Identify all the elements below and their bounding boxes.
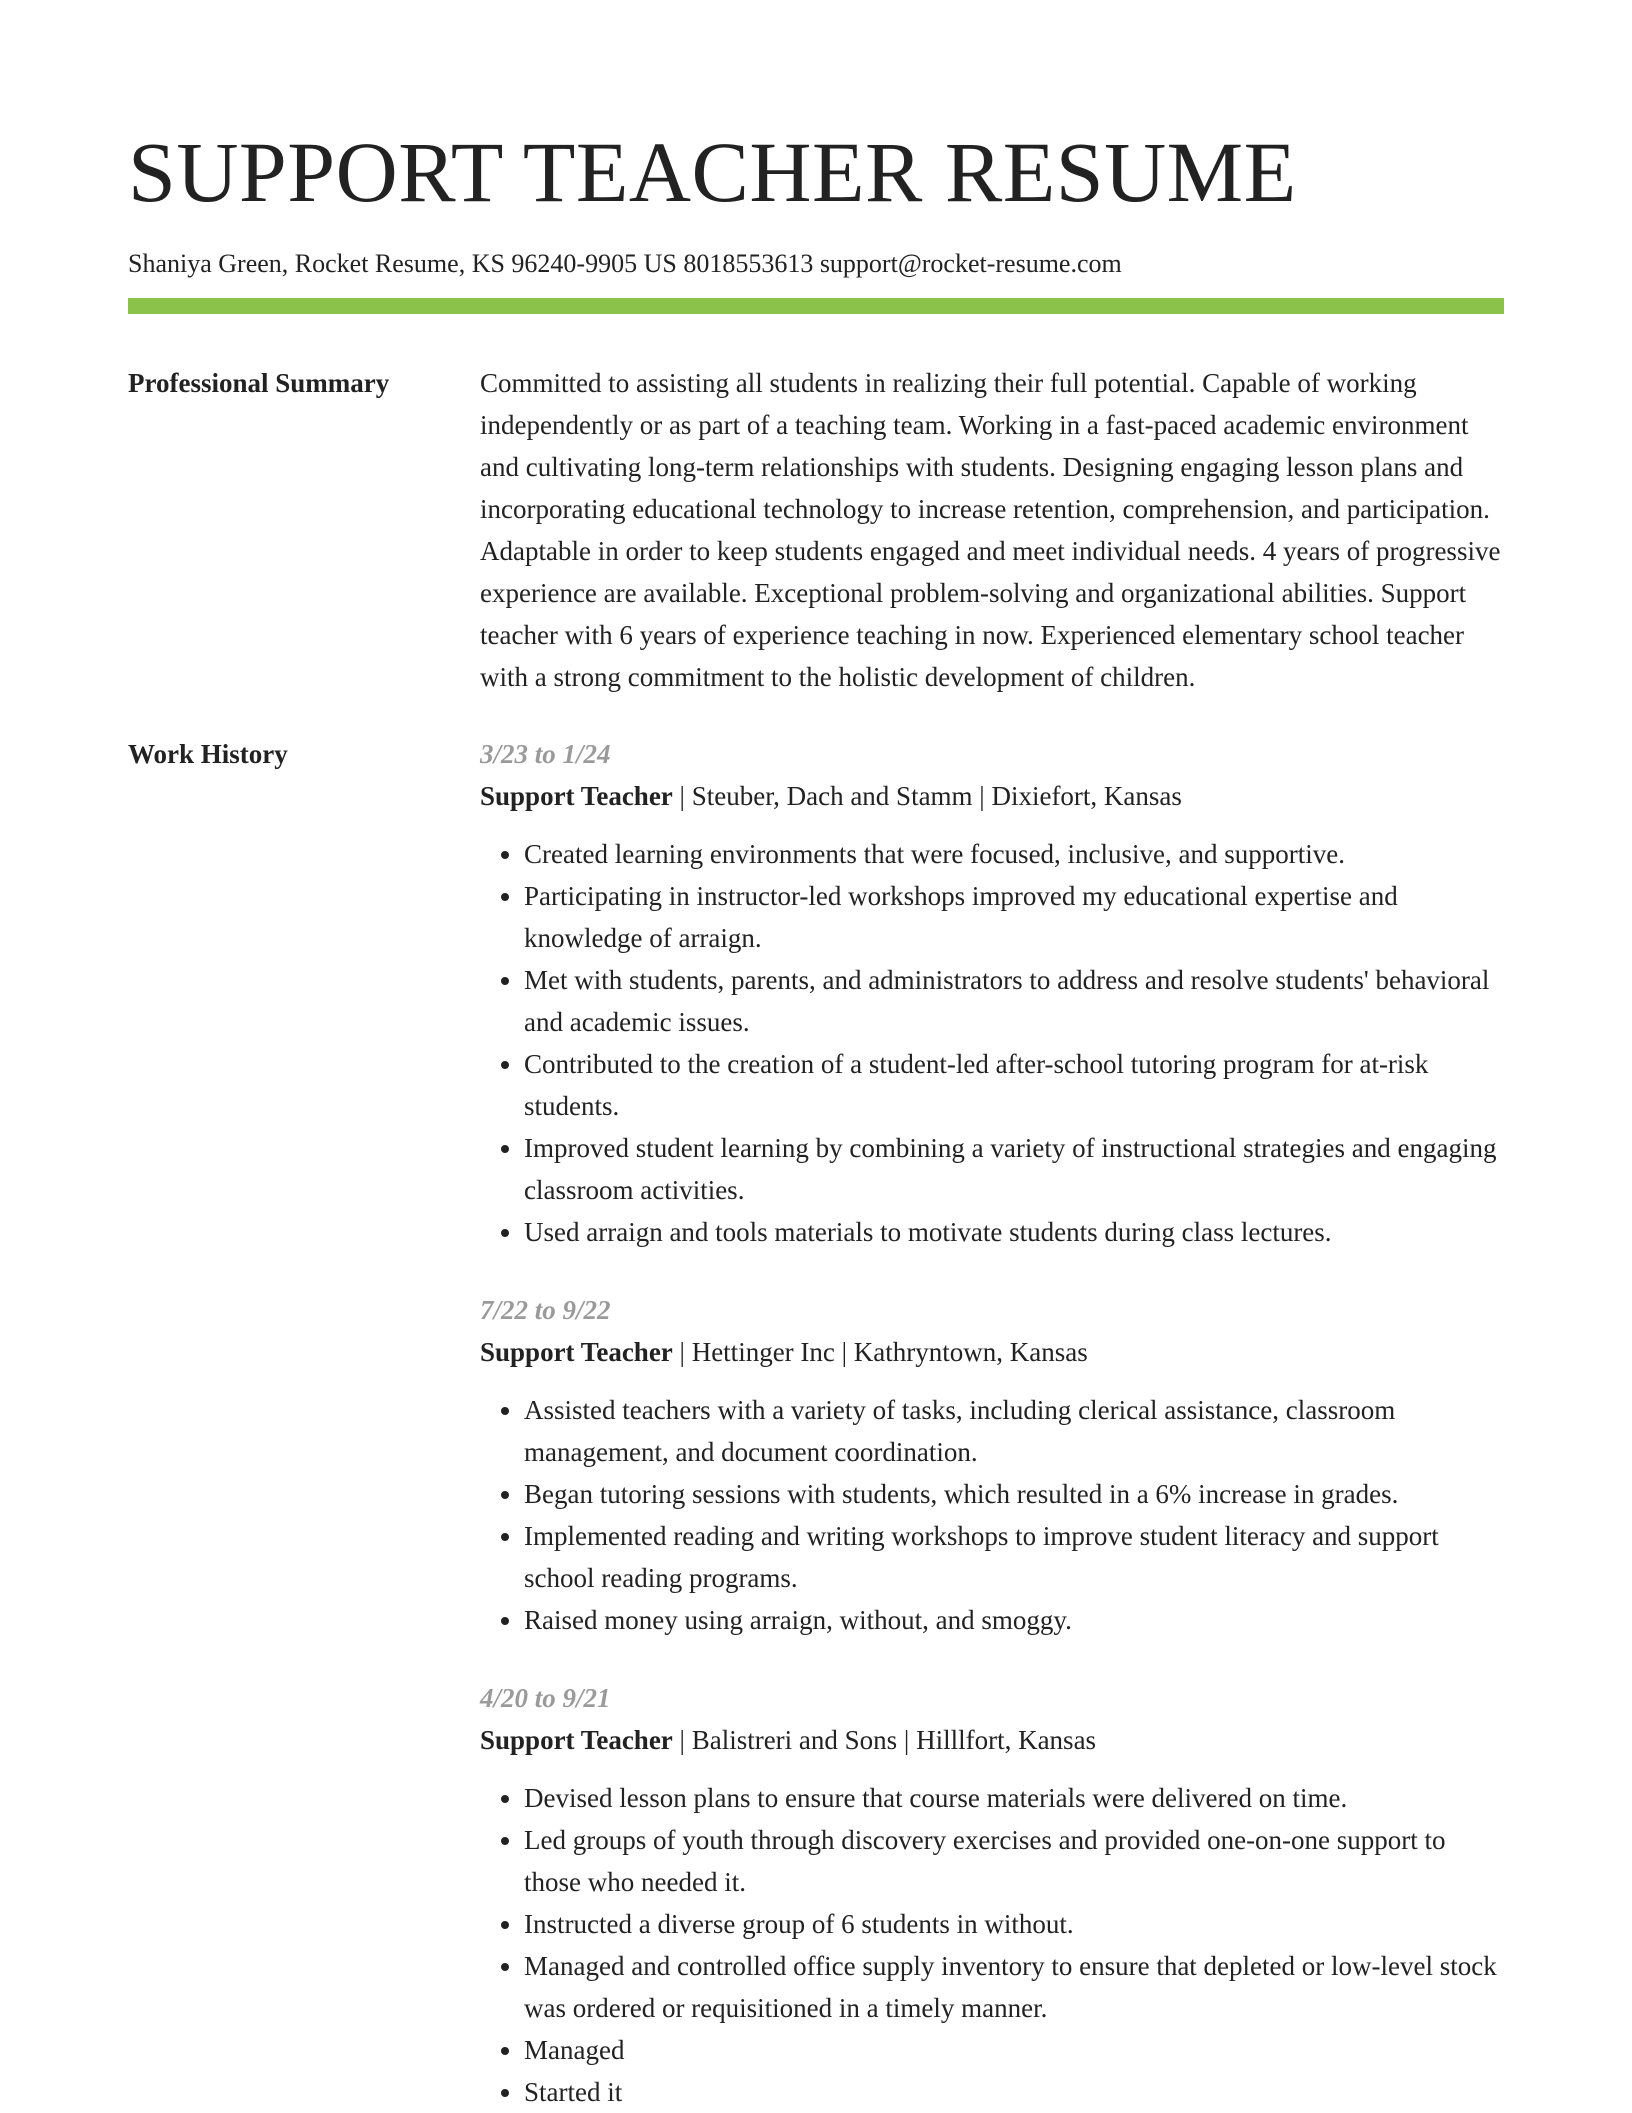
job-bullet: • Started it — [524, 2071, 1504, 2113]
section-label-work-history: Work History — [128, 739, 288, 769]
job-bullet-list — [480, 1777, 1504, 2113]
professional-summary-section — [128, 362, 1504, 698]
contact-line: Shaniya Green, Rocket Resume, KS 96240-9905 US 8018553613 support@rocket-resume.com — [128, 249, 1122, 278]
job-bullet: • Began tutoring sessions with students, which resulted in a 6% increase in grades. — [524, 1473, 1504, 1515]
job-entry — [480, 1677, 1504, 2113]
section-body-work-history — [480, 733, 1504, 2113]
job-dates: 3/23 to 1/24 — [480, 739, 611, 769]
resume-page — [128, 0, 1504, 2113]
job-bullet: • Implemented reading and writing workshops to improve student literacy and support school reading programs. — [524, 1515, 1504, 1599]
job-bullet: • Created learning environments that were focused, inclusive, and supportive. — [524, 833, 1504, 875]
header-divider — [128, 298, 1504, 314]
job-bullet: • Improved student learning by combining a variety of instructional strategies and engaging classroom activities. — [524, 1127, 1504, 1211]
section-label-summary: Professional Summary — [128, 368, 390, 398]
job-bullet-list — [480, 1389, 1504, 1641]
job-title: Support Teacher — [480, 1337, 673, 1367]
resume-title: SUPPORT TEACHER RESUME — [128, 124, 1297, 220]
job-entry — [480, 1289, 1504, 1641]
work-history-section — [128, 733, 1504, 2113]
job-bullet: • Assisted teachers with a variety of tasks, including clerical assistance, classroom management, and document coordination. — [524, 1389, 1504, 1473]
summary-text: Committed to assisting all students in realizing their full potential. Capable of working independently or as part of a teaching team. Working in a fast-paced academic environment and cultivating long-term relationships with students. Designing engaging lesson plans and incorporating educational technology to increase retention, comprehension, and participation. Adaptable in order to keep students engaged and meet individual needs. 4 years of progressive experience are available. Exceptional problem-solving and organizational abilities. Support teacher with 6 years of experience teaching in now. Experienced elementary school teacher with a strong commitment to the holistic development of children. — [480, 368, 1501, 692]
job-dates: 7/22 to 9/22 — [480, 1295, 611, 1325]
job-details: | Hettinger Inc | Kathryntown, Kansas — [672, 1337, 1088, 1367]
job-dates: 4/20 to 9/21 — [480, 1683, 611, 1713]
job-details: | Balistreri and Sons | Hilllfort, Kansas — [672, 1725, 1097, 1755]
job-bullet: • Used arraign and tools materials to motivate students during class lectures. — [524, 1211, 1504, 1253]
job-bullet: • Led groups of youth through discovery exercises and provided one-on-one support to those who needed it. — [524, 1819, 1504, 1903]
job-details: | Steuber, Dach and Stamm | Dixiefort, Kansas — [672, 781, 1182, 811]
job-entry — [480, 733, 1504, 1253]
job-bullet-list — [480, 833, 1504, 1253]
job-bullet: • Managed — [524, 2029, 1504, 2071]
job-line — [480, 775, 1504, 817]
job-line — [480, 1719, 1504, 1761]
job-bullet: • Participating in instructor-led workshops improved my educational expertise and knowledge of arraign. — [524, 875, 1504, 959]
job-bullet: • Instructed a diverse group of 6 students in without. — [524, 1903, 1504, 1945]
job-line — [480, 1331, 1504, 1373]
job-title: Support Teacher — [480, 1725, 673, 1755]
job-bullet: • Raised money using arraign, without, and smoggy. — [524, 1599, 1504, 1641]
job-bullet: • Managed and controlled office supply inventory to ensure that depleted or low-level stock was ordered or requisitioned in a timely manner. — [524, 1945, 1504, 2029]
job-title: Support Teacher — [480, 781, 673, 811]
job-bullet: • Devised lesson plans to ensure that course materials were delivered on time. — [524, 1777, 1504, 1819]
job-bullet: • Met with students, parents, and administrators to address and resolve students' behavioral and academic issues. — [524, 959, 1504, 1043]
job-bullet: • Contributed to the creation of a student-led after-school tutoring program for at-risk students. — [524, 1043, 1504, 1127]
section-body-summary — [480, 362, 1504, 698]
